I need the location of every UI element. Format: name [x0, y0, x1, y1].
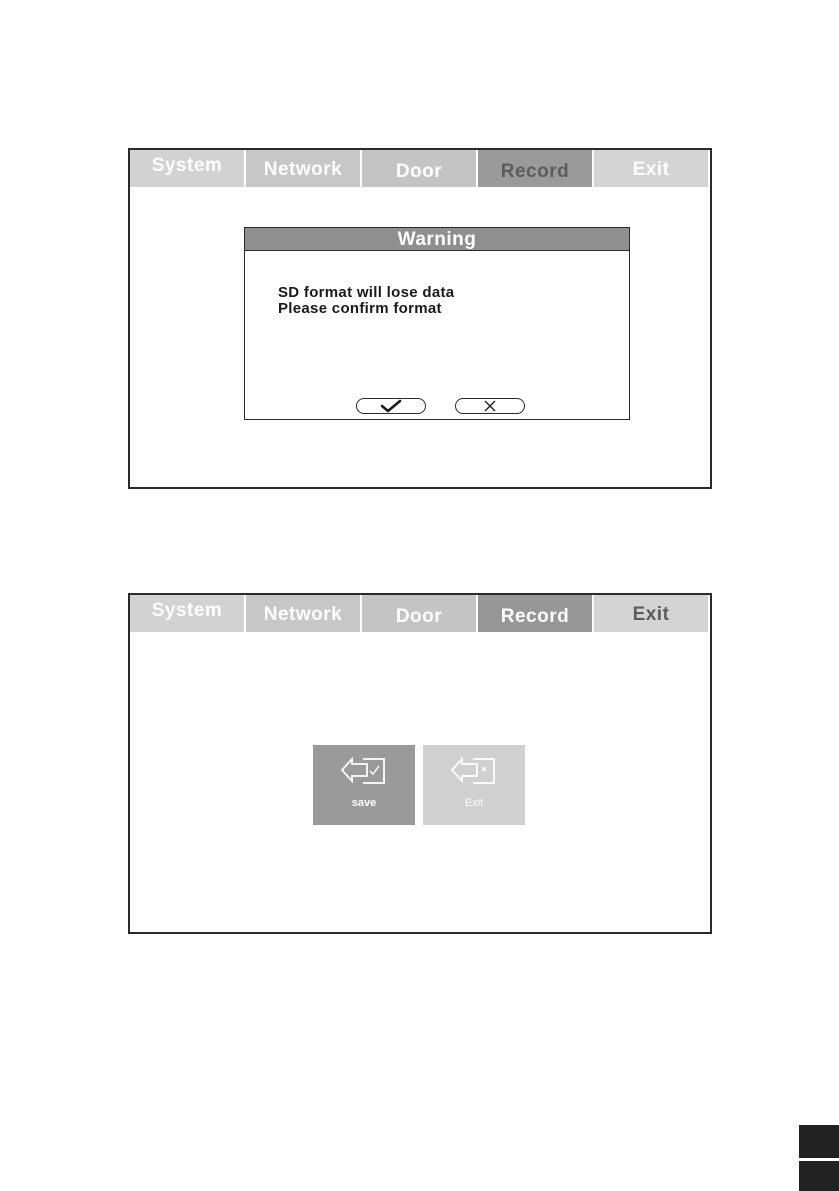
exit-label: Exit [464, 797, 484, 809]
tab-system[interactable]: System [130, 595, 244, 632]
tab-door[interactable]: Door [362, 595, 476, 632]
tab-network[interactable]: Network [246, 150, 360, 187]
dialog-message-line: Please confirm format [278, 300, 442, 317]
save-button[interactable] [313, 745, 415, 825]
tab-door[interactable]: Door [362, 150, 476, 187]
tab-exit[interactable]: Exit [594, 150, 708, 187]
tab-system[interactable]: System [130, 150, 244, 187]
dialog-message [278, 285, 454, 317]
tab-bar [130, 595, 710, 632]
cancel-button[interactable] [455, 398, 525, 414]
tab-record[interactable]: Record [478, 595, 592, 632]
save-label: save [351, 797, 377, 809]
save-arrow-check-icon [313, 745, 415, 825]
exit-arrow-x-icon [423, 745, 525, 825]
tab-exit[interactable]: Exit [594, 595, 708, 632]
warning-dialog [244, 227, 630, 420]
confirm-button[interactable] [356, 398, 426, 414]
record-settings-screen-warning [128, 148, 712, 489]
page-edge-tab [799, 1161, 839, 1191]
exit-button[interactable] [423, 745, 525, 825]
dialog-message-line: SD format will lose data [278, 284, 455, 301]
tab-network[interactable]: Network [246, 595, 360, 632]
page-edge-tab [799, 1125, 839, 1158]
record-settings-screen-save [128, 593, 712, 934]
checkmark-icon [357, 399, 425, 413]
tab-bar [130, 150, 710, 187]
x-icon [456, 399, 524, 413]
dialog-title: Warning [245, 228, 629, 251]
tab-record[interactable]: Record [478, 150, 592, 187]
